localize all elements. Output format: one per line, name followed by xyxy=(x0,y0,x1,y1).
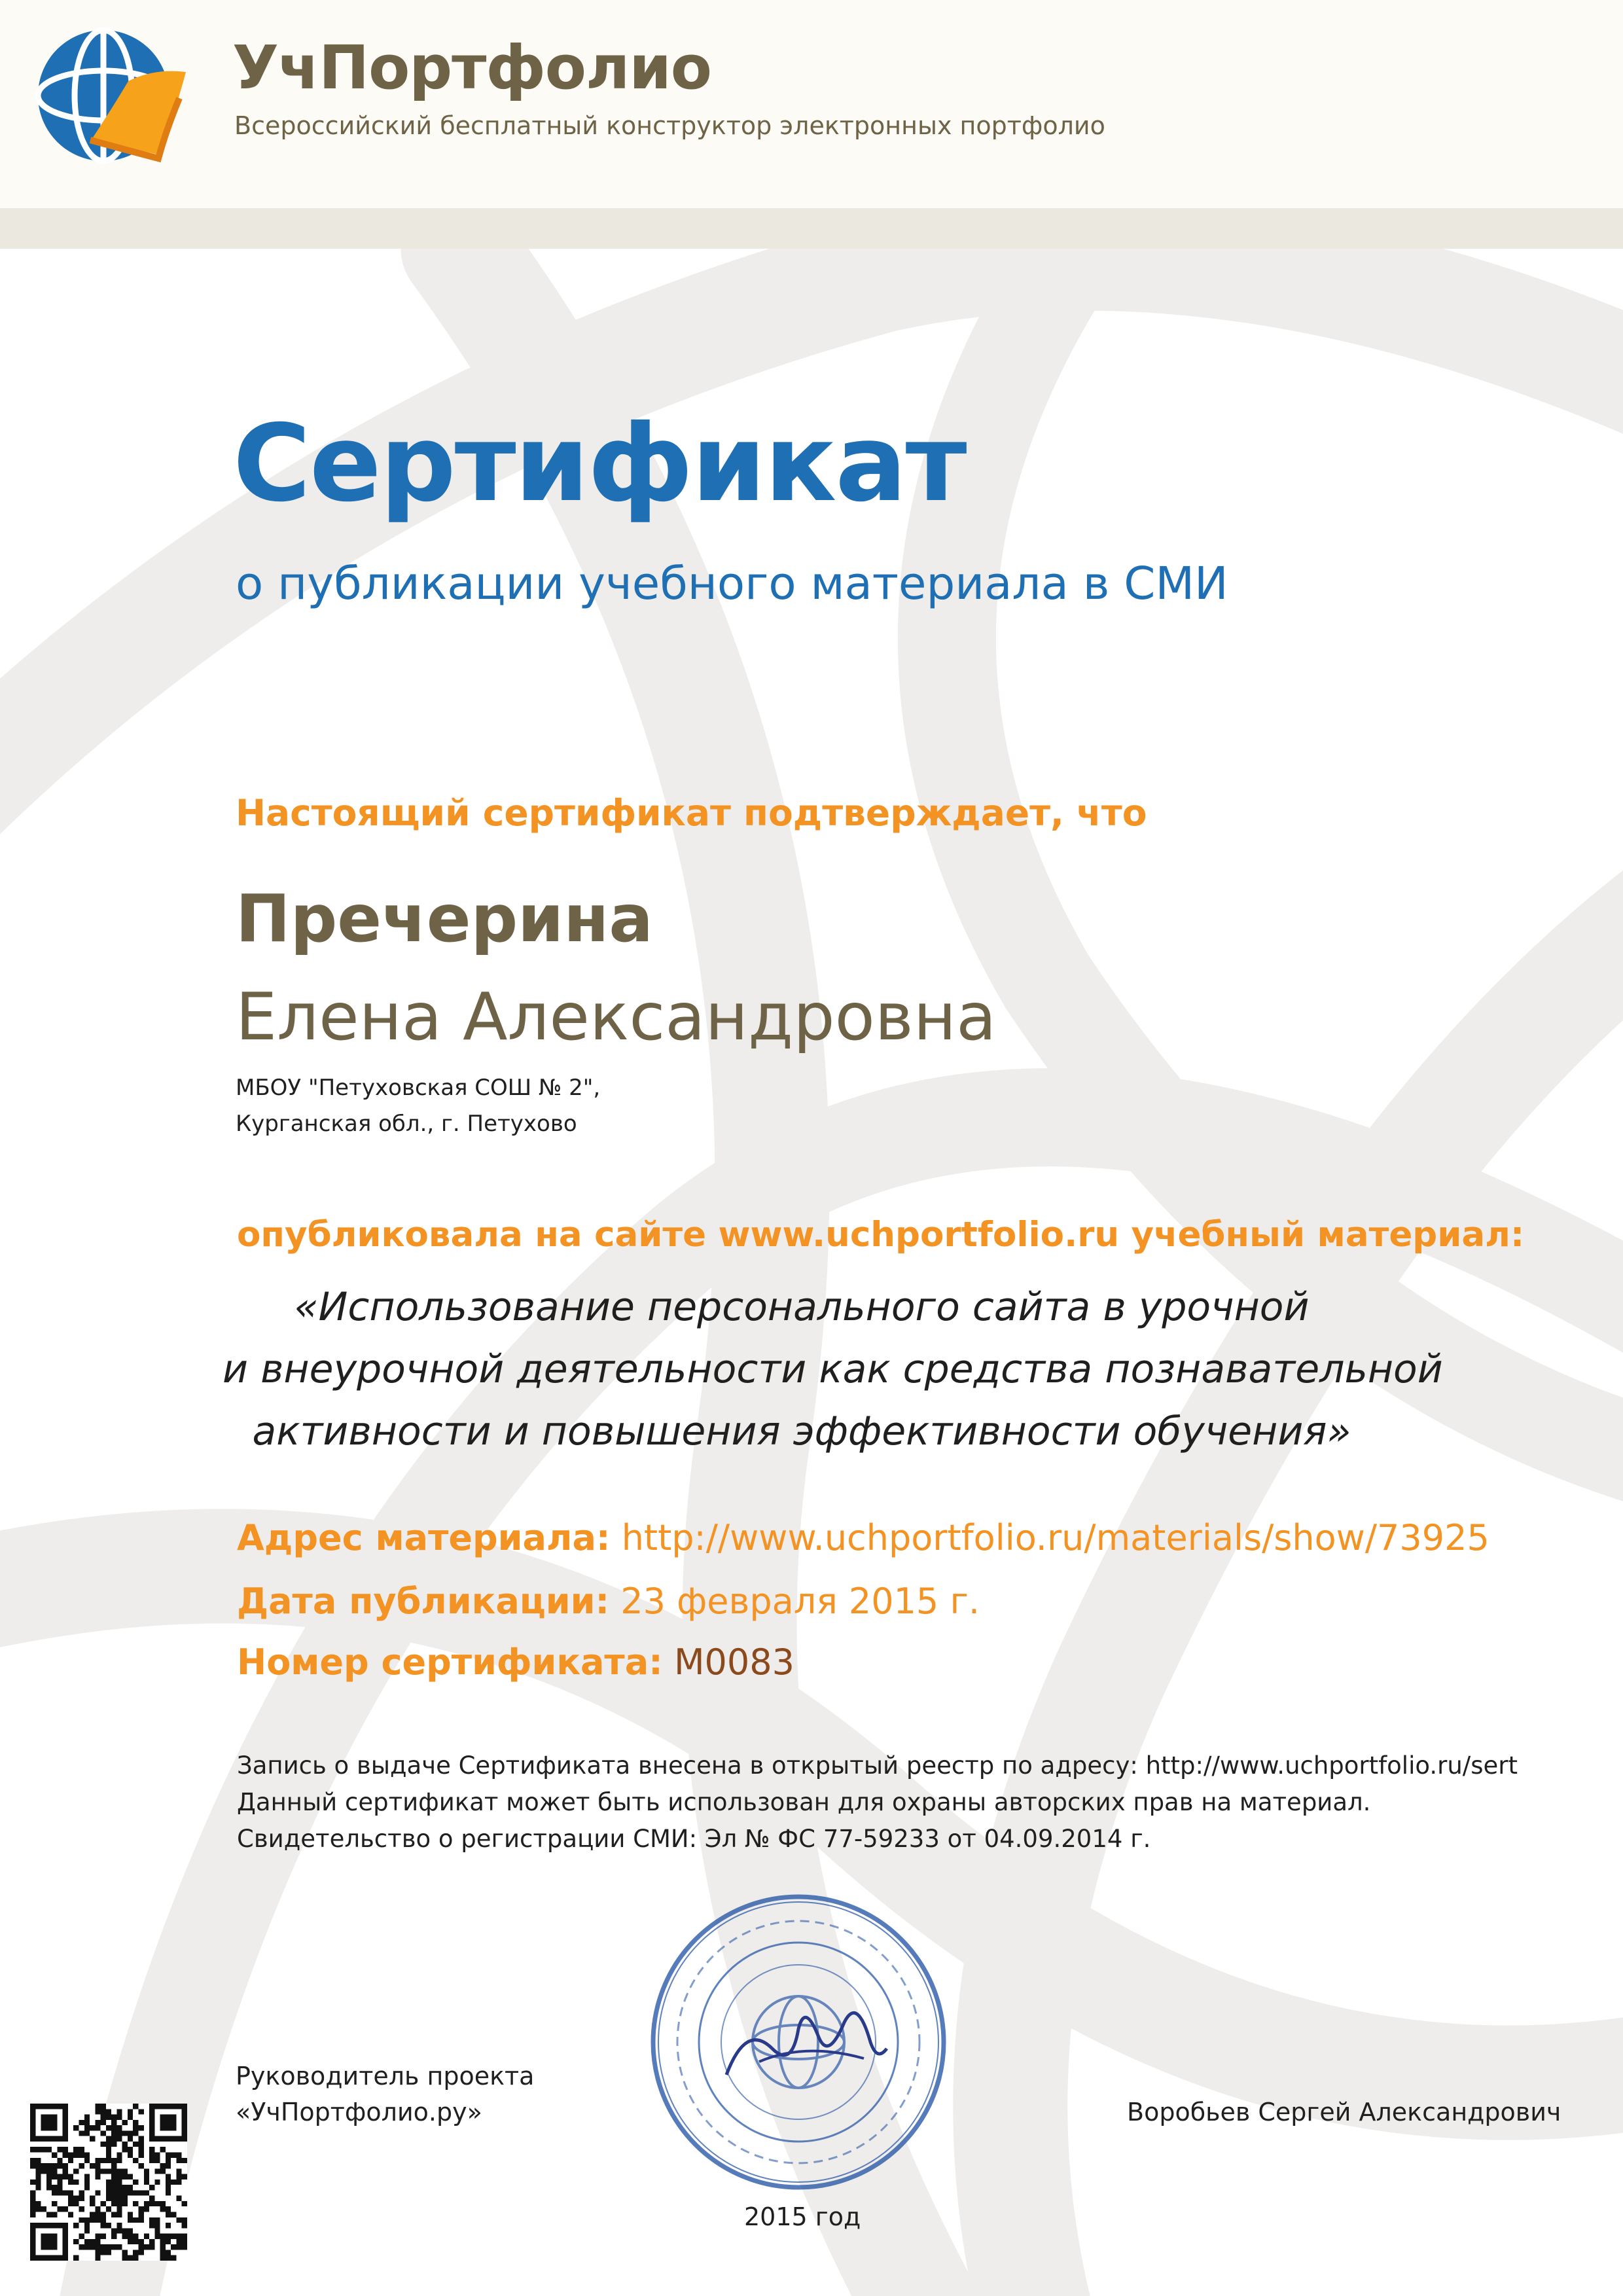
recipient-given-names: Елена Александровна xyxy=(236,978,997,1055)
signature xyxy=(720,1996,890,2094)
qr-code-icon xyxy=(30,2104,187,2261)
globe-book-logo-icon xyxy=(30,18,187,175)
certificate-subtitle: о публикации учебного материала в СМИ xyxy=(236,558,1228,610)
published-line: опубликовала на сайте www.uchportfolio.ru учебный материал: xyxy=(237,1215,1525,1255)
publication-date-label: Дата публикации: xyxy=(237,1581,610,1622)
brand-name: УчПортфолио xyxy=(232,33,712,103)
media-registration-note: Свидетельство о регистрации СМИ: Эл № ФС 77-59233 от 04.09.2014 г. xyxy=(237,1825,1151,1853)
brand-tagline: Всероссийский бесплатный конструктор электронных портфолио xyxy=(234,111,1105,140)
recipient-location: Курганская обл., г. Петухово xyxy=(236,1111,577,1137)
recipient-organization: МБОУ "Петуховская СОШ № 2", xyxy=(236,1075,601,1101)
project-name: «УчПортфолио.ру» xyxy=(236,2098,482,2126)
certificate-title: Сертификат xyxy=(233,403,966,526)
recipient-surname: Пречерина xyxy=(236,880,653,957)
publication-date-row xyxy=(237,1581,980,1622)
certificate-number-row xyxy=(237,1641,794,1683)
material-address-label: Адрес материала: xyxy=(237,1517,611,1558)
material-title xyxy=(223,1276,1443,1463)
signer-name: Воробьев Сергей Александрович xyxy=(1127,2098,1561,2126)
material-title-line: и внеурочной деятельности как средства познавательной xyxy=(223,1346,1443,1392)
publication-date-value: 23 февраля 2015 г. xyxy=(620,1581,980,1622)
project-lead-title: Руководитель проекта xyxy=(236,2062,535,2090)
registry-note: Запись о выдаче Сертификата внесена в открытый реестр по адресу: http://www.uchportfolio.ru/sert xyxy=(237,1751,1518,1780)
header-bar xyxy=(0,0,1623,208)
certificate-number-label: Номер сертификата: xyxy=(237,1641,663,1683)
material-title-line: активности и повышения эффективности обучения» xyxy=(252,1408,1351,1454)
material-address-link[interactable]: http://www.uchportfolio.ru/materials/show/73925 xyxy=(621,1517,1489,1558)
material-address-row xyxy=(237,1517,1489,1558)
certificate-number-value: М0083 xyxy=(673,1641,794,1683)
issue-year: 2015 год xyxy=(744,2202,861,2231)
material-title-line: «Использование персонального сайта в урочной xyxy=(294,1284,1310,1330)
header-band xyxy=(0,208,1623,249)
confirm-line: Настоящий сертификат подтверждает, что xyxy=(236,792,1147,834)
copyright-note: Данный сертификат может быть использован для охраны авторских прав на материал. xyxy=(237,1788,1371,1816)
